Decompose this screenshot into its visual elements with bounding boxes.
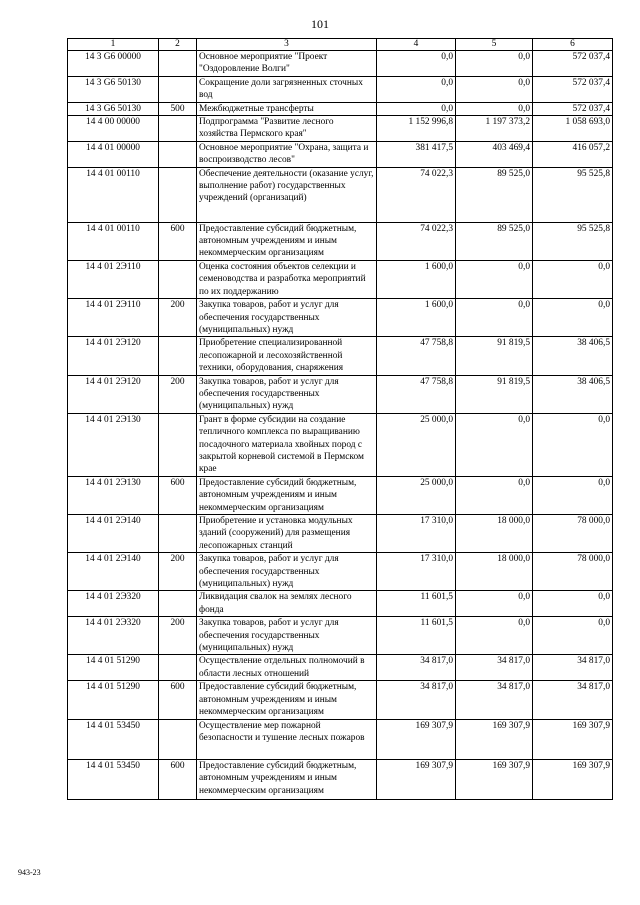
cell-amount-col6: 169 307,9 bbox=[533, 759, 613, 799]
cell-amount-col5: 18 000,0 bbox=[456, 515, 533, 553]
cell-amount-col4: 1 600,0 bbox=[377, 260, 456, 298]
table-row bbox=[68, 51, 613, 77]
cell-amount-col4: 1 600,0 bbox=[377, 299, 456, 337]
table-row bbox=[68, 141, 613, 167]
cell-name: Межбюджетные трансферты bbox=[197, 102, 377, 115]
footer-code: 943-23 bbox=[18, 868, 41, 877]
cell-amount-col4: 0,0 bbox=[377, 102, 456, 115]
cell-amount-col4: 169 307,9 bbox=[377, 719, 456, 759]
cell-code: 14 4 01 2Э130 bbox=[68, 476, 159, 514]
cell-code: 14 3 G6 00000 bbox=[68, 51, 159, 77]
cell-code: 14 4 01 51290 bbox=[68, 681, 159, 719]
cell-amount-col5: 91 819,5 bbox=[456, 337, 533, 375]
cell-name: Закупка товаров, работ и услуг для обеспечения государственных (муниципальных) нужд bbox=[197, 553, 377, 591]
cell-amount-col6: 169 307,9 bbox=[533, 719, 613, 759]
table-row bbox=[68, 655, 613, 681]
cell-expense-type: 500 bbox=[159, 102, 197, 115]
cell-code: 14 3 G6 50130 bbox=[68, 102, 159, 115]
cell-amount-col6: 0,0 bbox=[533, 413, 613, 476]
cell-name: Закупка товаров, работ и услуг для обеспечения государственных (муниципальных) нужд bbox=[197, 299, 377, 337]
cell-code: 14 4 01 00110 bbox=[68, 167, 159, 222]
cell-expense-type bbox=[159, 337, 197, 375]
cell-code: 14 3 G6 50130 bbox=[68, 76, 159, 102]
cell-expense-type: 600 bbox=[159, 476, 197, 514]
table-row bbox=[68, 759, 613, 799]
cell-amount-col4: 381 417,5 bbox=[377, 141, 456, 167]
cell-expense-type bbox=[159, 719, 197, 759]
cell-amount-col6: 78 000,0 bbox=[533, 515, 613, 553]
cell-amount-col5: 0,0 bbox=[456, 51, 533, 77]
cell-amount-col6: 416 057,2 bbox=[533, 141, 613, 167]
cell-code: 14 4 01 2Э110 bbox=[68, 299, 159, 337]
page-number: 101 bbox=[311, 17, 329, 31]
cell-expense-type: 600 bbox=[159, 681, 197, 719]
table-row bbox=[68, 260, 613, 298]
cell-amount-col6: 0,0 bbox=[533, 617, 613, 655]
cell-name: Предоставление субсидий бюджетным, автономным учреждениям и иным некоммерческим организациям bbox=[197, 759, 377, 799]
cell-expense-type bbox=[159, 51, 197, 77]
cell-amount-col5: 89 525,0 bbox=[456, 167, 533, 222]
cell-name: Подпрограмма "Развитие лесного хозяйства Пермского края" bbox=[197, 116, 377, 142]
cell-amount-col4: 11 601,5 bbox=[377, 591, 456, 617]
cell-code: 14 4 01 2Э120 bbox=[68, 337, 159, 375]
budget-table bbox=[67, 38, 613, 800]
cell-amount-col5: 169 307,9 bbox=[456, 759, 533, 799]
cell-amount-col4: 74 022,3 bbox=[377, 222, 456, 260]
cell-name: Основное мероприятие "Проект "Оздоровление Волги" bbox=[197, 51, 377, 77]
table-row bbox=[68, 102, 613, 115]
table-body bbox=[68, 51, 613, 800]
cell-name: Осуществление мер пожарной безопасности и тушение лесных пожаров bbox=[197, 719, 377, 759]
cell-expense-type: 600 bbox=[159, 759, 197, 799]
cell-amount-col6: 95 525,8 bbox=[533, 222, 613, 260]
cell-name: Основное мероприятие "Охрана, защита и воспроизводство лесов" bbox=[197, 141, 377, 167]
header-col-6: 6 bbox=[533, 39, 613, 51]
cell-name: Грант в форме субсидии на создание тепличного комплекса по выращиванию посадочного материала хвойных пород с закрытой корневой системой в Пермском крае bbox=[197, 413, 377, 476]
cell-amount-col5: 34 817,0 bbox=[456, 655, 533, 681]
cell-code: 14 4 01 2Э320 bbox=[68, 617, 159, 655]
cell-expense-type bbox=[159, 655, 197, 681]
cell-name: Закупка товаров, работ и услуг для обеспечения государственных (муниципальных) нужд bbox=[197, 375, 377, 413]
cell-amount-col5: 89 525,0 bbox=[456, 222, 533, 260]
cell-amount-col6: 572 037,4 bbox=[533, 102, 613, 115]
cell-amount-col4: 11 601,5 bbox=[377, 617, 456, 655]
cell-amount-col4: 17 310,0 bbox=[377, 553, 456, 591]
table-row bbox=[68, 553, 613, 591]
cell-code: 14 4 01 2Э140 bbox=[68, 515, 159, 553]
table-row bbox=[68, 591, 613, 617]
cell-amount-col5: 0,0 bbox=[456, 299, 533, 337]
header-col-5: 5 bbox=[456, 39, 533, 51]
cell-amount-col6: 572 037,4 bbox=[533, 76, 613, 102]
table-row bbox=[68, 375, 613, 413]
cell-expense-type bbox=[159, 167, 197, 222]
table-row bbox=[68, 413, 613, 476]
cell-amount-col5: 0,0 bbox=[456, 260, 533, 298]
table-row bbox=[68, 337, 613, 375]
cell-name: Закупка товаров, работ и услуг для обеспечения государственных (муниципальных) нужд bbox=[197, 617, 377, 655]
cell-expense-type: 200 bbox=[159, 553, 197, 591]
cell-amount-col6: 95 525,8 bbox=[533, 167, 613, 222]
header-col-2: 2 bbox=[159, 39, 197, 51]
cell-amount-col4: 47 758,8 bbox=[377, 375, 456, 413]
cell-expense-type: 600 bbox=[159, 222, 197, 260]
table-row bbox=[68, 719, 613, 759]
cell-code: 14 4 01 00110 bbox=[68, 222, 159, 260]
cell-name: Сокращение доли загрязненных сточных вод bbox=[197, 76, 377, 102]
table-row bbox=[68, 222, 613, 260]
cell-amount-col4: 74 022,3 bbox=[377, 167, 456, 222]
cell-amount-col4: 0,0 bbox=[377, 51, 456, 77]
cell-amount-col6: 0,0 bbox=[533, 476, 613, 514]
cell-expense-type bbox=[159, 141, 197, 167]
cell-amount-col6: 0,0 bbox=[533, 299, 613, 337]
table-row bbox=[68, 617, 613, 655]
cell-amount-col6: 34 817,0 bbox=[533, 681, 613, 719]
cell-amount-col6: 0,0 bbox=[533, 260, 613, 298]
cell-amount-col4: 34 817,0 bbox=[377, 655, 456, 681]
cell-name: Предоставление субсидий бюджетным, автономным учреждениям и иным некоммерческим организациям bbox=[197, 476, 377, 514]
cell-amount-col6: 38 406,5 bbox=[533, 337, 613, 375]
table-row bbox=[68, 299, 613, 337]
cell-amount-col6: 38 406,5 bbox=[533, 375, 613, 413]
cell-name: Приобретение и установка модульных зданий (сооружений) для размещения лесопожарных станций bbox=[197, 515, 377, 553]
table-header-row bbox=[68, 39, 613, 51]
cell-amount-col4: 17 310,0 bbox=[377, 515, 456, 553]
table-row bbox=[68, 76, 613, 102]
cell-amount-col5: 0,0 bbox=[456, 617, 533, 655]
cell-amount-col4: 34 817,0 bbox=[377, 681, 456, 719]
cell-amount-col5: 0,0 bbox=[456, 76, 533, 102]
cell-expense-type bbox=[159, 260, 197, 298]
cell-code: 14 4 01 51290 bbox=[68, 655, 159, 681]
cell-amount-col5: 0,0 bbox=[456, 591, 533, 617]
cell-code: 14 4 00 00000 bbox=[68, 116, 159, 142]
cell-amount-col5: 0,0 bbox=[456, 413, 533, 476]
cell-amount-col6: 78 000,0 bbox=[533, 553, 613, 591]
cell-amount-col5: 0,0 bbox=[456, 102, 533, 115]
cell-amount-col4: 25 000,0 bbox=[377, 476, 456, 514]
table-row bbox=[68, 116, 613, 142]
cell-expense-type: 200 bbox=[159, 375, 197, 413]
cell-code: 14 4 01 2Э120 bbox=[68, 375, 159, 413]
cell-expense-type: 200 bbox=[159, 299, 197, 337]
cell-amount-col4: 47 758,8 bbox=[377, 337, 456, 375]
cell-amount-col6: 0,0 bbox=[533, 591, 613, 617]
table-row bbox=[68, 681, 613, 719]
cell-amount-col4: 1 152 996,8 bbox=[377, 116, 456, 142]
cell-expense-type: 200 bbox=[159, 617, 197, 655]
cell-code: 14 4 01 2Э320 bbox=[68, 591, 159, 617]
cell-name: Обеспечение деятельности (оказание услуг, выполнение работ) государственных учреждений (организаций) bbox=[197, 167, 377, 222]
cell-code: 14 4 01 2Э110 bbox=[68, 260, 159, 298]
cell-code: 14 4 01 2Э130 bbox=[68, 413, 159, 476]
cell-amount-col5: 169 307,9 bbox=[456, 719, 533, 759]
cell-code: 14 4 01 2Э140 bbox=[68, 553, 159, 591]
header-col-3: 3 bbox=[197, 39, 377, 51]
table-row bbox=[68, 515, 613, 553]
cell-expense-type bbox=[159, 515, 197, 553]
cell-name: Ликвидация свалок на землях лесного фонда bbox=[197, 591, 377, 617]
cell-amount-col6: 572 037,4 bbox=[533, 51, 613, 77]
cell-amount-col5: 1 197 373,2 bbox=[456, 116, 533, 142]
cell-amount-col5: 0,0 bbox=[456, 476, 533, 514]
cell-name: Оценка состояния объектов селекции и семеноводства и разработка мероприятий по их поддержанию bbox=[197, 260, 377, 298]
cell-amount-col5: 91 819,5 bbox=[456, 375, 533, 413]
cell-expense-type bbox=[159, 76, 197, 102]
cell-amount-col5: 34 817,0 bbox=[456, 681, 533, 719]
table-row bbox=[68, 167, 613, 222]
cell-amount-col4: 0,0 bbox=[377, 76, 456, 102]
header-col-4: 4 bbox=[377, 39, 456, 51]
cell-amount-col4: 169 307,9 bbox=[377, 759, 456, 799]
cell-amount-col5: 403 469,4 bbox=[456, 141, 533, 167]
cell-name: Приобретение специализированной лесопожарной и лесохозяйственной техники, оборудования, снаряжения bbox=[197, 337, 377, 375]
header-col-1: 1 bbox=[68, 39, 159, 51]
cell-name: Предоставление субсидий бюджетным, автономным учреждениям и иным некоммерческим организациям bbox=[197, 681, 377, 719]
cell-amount-col4: 25 000,0 bbox=[377, 413, 456, 476]
cell-name: Предоставление субсидий бюджетным, автономным учреждениям и иным некоммерческим организациям bbox=[197, 222, 377, 260]
cell-expense-type bbox=[159, 413, 197, 476]
cell-code: 14 4 01 00000 bbox=[68, 141, 159, 167]
cell-expense-type bbox=[159, 591, 197, 617]
cell-amount-col6: 1 058 693,0 bbox=[533, 116, 613, 142]
table-row bbox=[68, 476, 613, 514]
cell-expense-type bbox=[159, 116, 197, 142]
cell-amount-col5: 18 000,0 bbox=[456, 553, 533, 591]
cell-amount-col6: 34 817,0 bbox=[533, 655, 613, 681]
cell-name: Осуществление отдельных полномочий в области лесных отношений bbox=[197, 655, 377, 681]
cell-code: 14 4 01 53450 bbox=[68, 719, 159, 759]
cell-code: 14 4 01 53450 bbox=[68, 759, 159, 799]
